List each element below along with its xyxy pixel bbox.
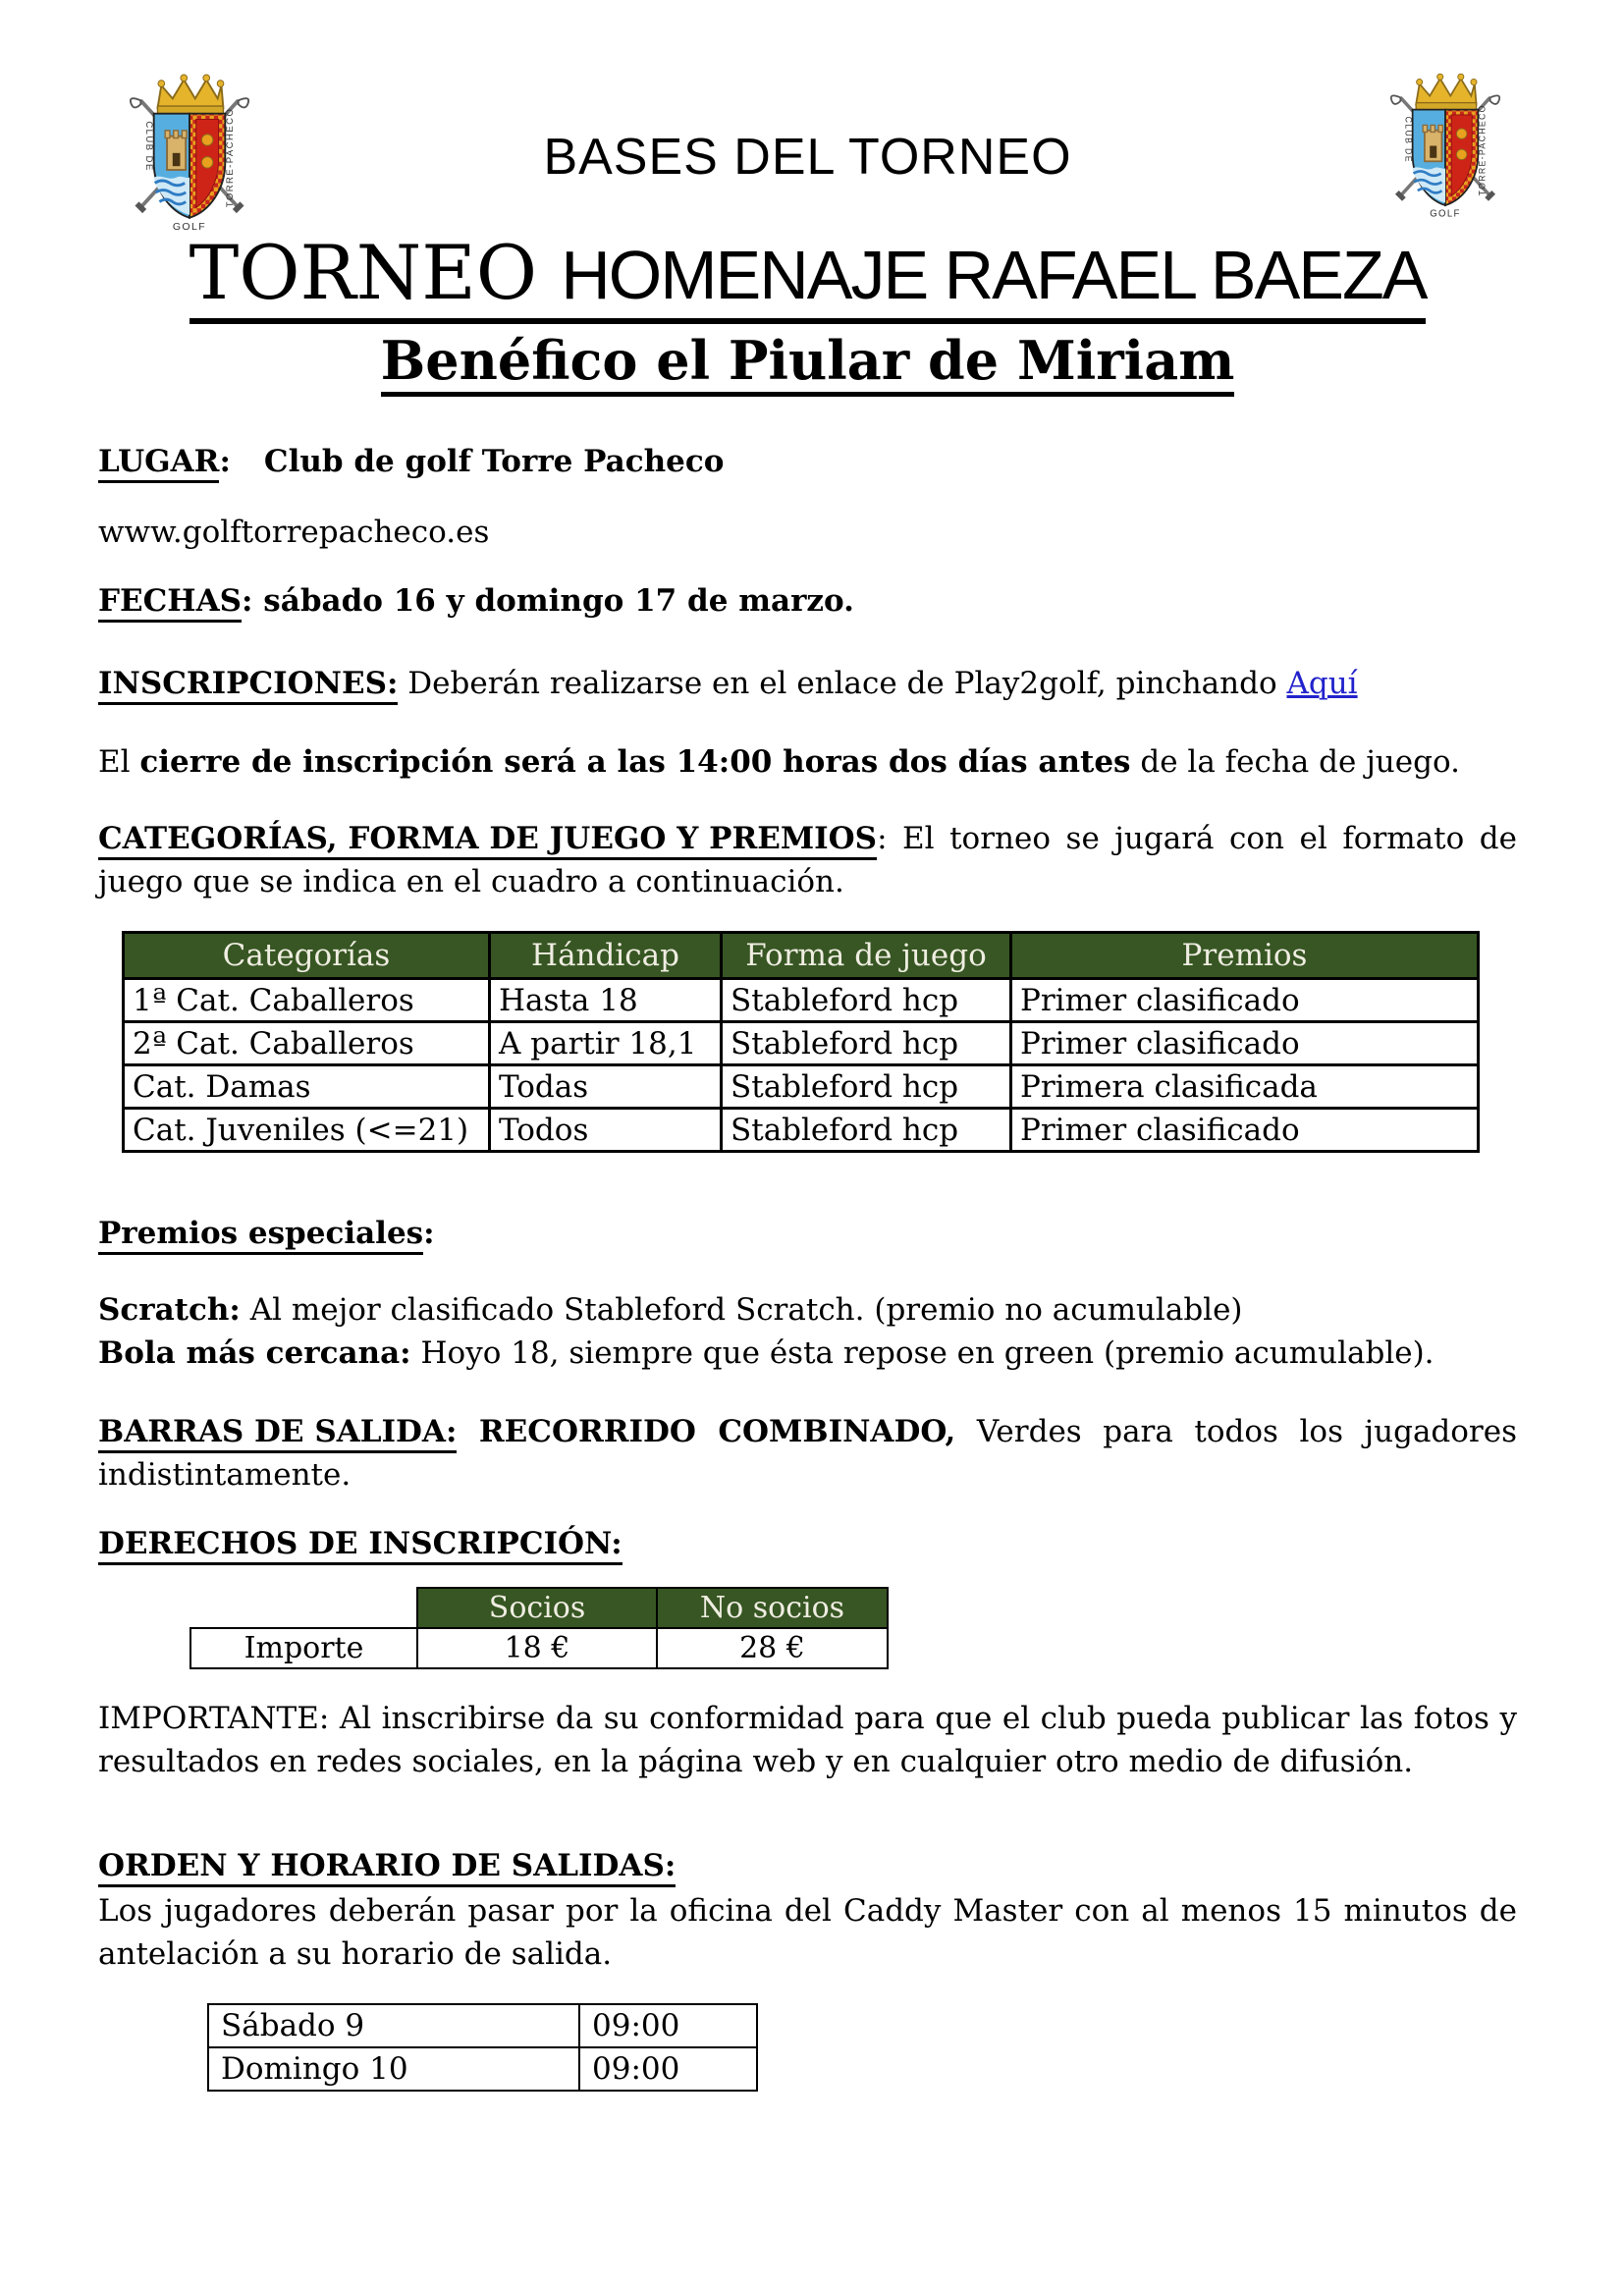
crown-icon [1416,74,1477,109]
table-cell: Primer clasificado [1011,1109,1479,1152]
lugar-label: LUGAR [98,445,219,483]
lugar-line: LUGAR: Club de golf Torre Pacheco [98,440,1517,483]
table-row [208,2004,757,2047]
table-row [124,1065,1479,1109]
logo-right-text: TORRE-PACHECO [224,107,236,208]
bola-label: Bola más cercana: [98,1335,411,1372]
cierre-line: El cierre de inscripción será a las 14:00 horas dos días antes de la fecha de juego. [98,744,1460,781]
table-cell: Primer clasificado [1011,1022,1479,1065]
table-cell: Cat. Juveniles (<=21) [124,1109,490,1152]
table-header-row [190,1588,888,1628]
inscripciones-line: INSCRIPCIONES: Deberán realizarse en el enlace de Play2golf, pinchando Aquí [98,662,1517,705]
logo-golf-text: GOLF [1430,208,1461,220]
table-cell: Stableford hcp [722,1022,1011,1065]
logo-golf-text: GOLF [172,221,207,234]
table-row [208,2047,757,2091]
crown-icon [158,75,224,114]
table-cell: Todos [490,1109,722,1152]
premios-especiales-label: Premios especiales [98,1217,423,1255]
fees-table [189,1587,889,1669]
club-logo-left [93,65,286,238]
table-cell: 1ª Cat. Caballeros [124,979,490,1022]
premios-especiales-heading: Premios especiales: [98,1212,1517,1255]
club-logo-right [1357,65,1534,224]
table-cell: Primer clasificado [1011,979,1479,1022]
club-crest-icon [93,65,286,234]
shield-icon [1413,110,1479,205]
schedule-time: 09:00 [579,2004,757,2047]
logo-left-text: CLUB DE [143,121,155,172]
table-cell: A partir 18,1 [490,1022,722,1065]
schedule-time: 09:00 [579,2047,757,2091]
schedule-table [207,2003,758,2092]
table-cell: Cat. Damas [124,1065,490,1109]
col-header-no-socios: No socios [657,1588,888,1628]
orden-heading [98,1844,1517,1887]
lugar-value: Club de golf Torre Pacheco [263,444,725,479]
fees-row-label: Importe [190,1628,417,1668]
derechos-heading [98,1522,1517,1565]
table-row [124,1109,1479,1152]
col-header-categorias: Categorías [124,933,490,979]
table-cell: Stableford hcp [722,979,1011,1022]
tournament-title-serif: TORNEO [189,229,562,316]
fechas-line: FECHAS: sábado 16 y domingo 17 de marzo. [98,579,1517,623]
col-header-socios: Socios [417,1588,657,1628]
cierre-bold: cierre de inscripción será a las 14:00 horas dos días antes [139,744,1131,781]
table-cell: Stableford hcp [722,1065,1011,1109]
table-header-row [124,933,1479,979]
table-cell: Primera clasificada [1011,1065,1479,1109]
col-header-premios: Premios [1011,933,1479,979]
table-row [124,979,1479,1022]
aqui-link[interactable]: Aquí [1286,666,1358,702]
fees-no-socios-value: 28 € [657,1628,888,1668]
orden-label: ORDEN Y HORARIO DE SALIDAS: [98,1849,676,1887]
orden-paragraph: Los jugadores deberán pasar por la oficina del Caddy Master con al menos 15 minutos de antelación a su horario de salida. [98,1893,1517,1973]
tournament-title-sans: HOMENAJE RAFAEL BAEZA [561,237,1427,313]
table-row [190,1628,888,1668]
website-line [98,511,1517,554]
table-row [124,1022,1479,1065]
barras-de-salida-line: BARRAS DE SALIDA: RECORRIDO COMBINADO, Verdes para todos los jugadores indistintamente. [98,1414,1518,1494]
categories-table [122,931,1480,1153]
derechos-label: DERECHOS DE INSCRIPCIÓN: [98,1527,623,1565]
col-header-forma: Forma de juego [722,933,1011,979]
barras-label: BARRAS DE SALIDA: [98,1415,457,1453]
fees-socios-value: 18 € [417,1628,657,1668]
tournament-subtitle: Benéfico el Piular de Miriam [98,334,1517,397]
scratch-label: Scratch: [98,1292,241,1329]
categorias-heading: CATEGORÍAS, FORMA DE JUEGO Y PREMIOS: El torneo se jugará con el formato de juego que se indica en el cuadro a continuación. [98,821,1517,900]
col-header-handicap: Hándicap [490,933,722,979]
bola-mas-cercana-line: Bola más cercana: Hoyo 18, siempre que ésta repose en green (premio acumulable). [98,1335,1435,1372]
schedule-day: Sábado 9 [208,2004,579,2047]
bases-del-torneo-heading: BASES DEL TORNEO [543,129,1072,186]
website-url: www.golftorrepacheco.es [98,515,490,551]
fechas-value: sábado 16 y domingo 17 de marzo. [252,583,854,620]
importante-paragraph: IMPORTANTE: Al inscribirse da su conformidad para que el club pueda publicar las fotos y resultados en redes sociales, en la página web y en cualquier otro medio de difusión. [98,1701,1517,1780]
logo-left-text: CLUB DE [1403,116,1414,163]
table-cell: 2ª Cat. Caballeros [124,1022,490,1065]
empty-cell [190,1588,417,1628]
logo-right-text: TORRE-PACHECO [1477,104,1488,196]
fechas-label: FECHAS [98,584,242,623]
schedule-day: Domingo 10 [208,2047,579,2091]
table-cell: Todas [490,1065,722,1109]
club-crest-icon [1357,65,1534,220]
categorias-label: CATEGORÍAS, FORMA DE JUEGO Y PREMIOS [98,822,877,860]
shield-icon [154,114,226,218]
table-cell: Stableford hcp [722,1109,1011,1152]
scratch-line: Scratch: Al mejor clasificado Stableford Scratch. (premio no acumulable) [98,1292,1243,1329]
tournament-title [98,229,1517,324]
table-cell: Hasta 18 [490,979,722,1022]
inscripciones-label: INSCRIPCIONES: [98,667,398,705]
